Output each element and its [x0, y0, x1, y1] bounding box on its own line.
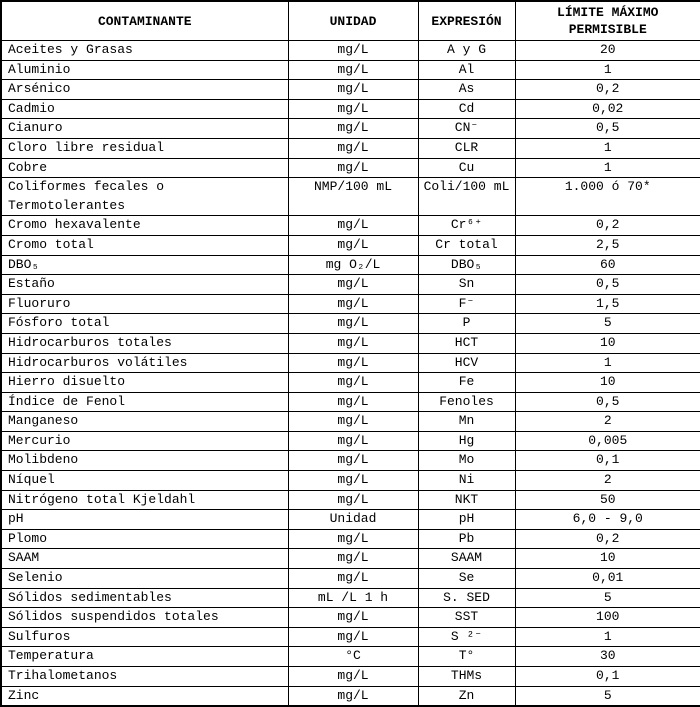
table-cell: 1,5 — [515, 294, 700, 314]
table-cell: DBO₅ — [1, 255, 288, 275]
table-cell: 0,02 — [515, 99, 700, 119]
table-cell: 10 — [515, 373, 700, 393]
table-cell: SAAM — [1, 549, 288, 569]
table-cell: 5 — [515, 686, 700, 706]
table-cell: 0,5 — [515, 119, 700, 139]
table-cell: Cr⁶⁺ — [418, 216, 515, 236]
table-cell: 2,5 — [515, 235, 700, 255]
table-row — [1, 627, 700, 647]
table-cell: SAAM — [418, 549, 515, 569]
table-row — [1, 451, 700, 471]
table-row — [1, 41, 700, 61]
table-cell: Níquel — [1, 471, 288, 491]
table-cell: Cu — [418, 158, 515, 178]
table-cell: Cromo total — [1, 235, 288, 255]
table-cell: NKT — [418, 490, 515, 510]
table-cell: 20 — [515, 41, 700, 61]
table-row — [1, 569, 700, 589]
table-cell: Ni — [418, 471, 515, 491]
table-cell: Manganeso — [1, 412, 288, 432]
table-row — [1, 99, 700, 119]
table-cell: Fluoruro — [1, 294, 288, 314]
table-cell: HCV — [418, 353, 515, 373]
table-row — [1, 235, 700, 255]
table-row — [1, 490, 700, 510]
header-contaminante: CONTAMINANTE — [1, 1, 288, 41]
table-cell: mg/L — [288, 412, 418, 432]
table-cell: 0,5 — [515, 275, 700, 295]
table-cell: Trihalometanos — [1, 667, 288, 687]
table-cell: pH — [1, 510, 288, 530]
table-cell: mg/L — [288, 373, 418, 393]
table-row — [1, 275, 700, 295]
table-cell: 0,1 — [515, 667, 700, 687]
table-cell: Unidad — [288, 510, 418, 530]
table-cell: 0,2 — [515, 216, 700, 236]
table-row — [1, 647, 700, 667]
table-cell: S. SED — [418, 588, 515, 608]
table-cell: 1 — [515, 627, 700, 647]
table-cell: Cadmio — [1, 99, 288, 119]
table-row — [1, 314, 700, 334]
table-cell: mg/L — [288, 99, 418, 119]
table-row — [1, 158, 700, 178]
table-cell: mg/L — [288, 333, 418, 353]
table-cell: 10 — [515, 549, 700, 569]
table-cell: Fósforo total — [1, 314, 288, 334]
table-cell: THMs — [418, 667, 515, 687]
table-cell: mg/L — [288, 60, 418, 80]
table-cell: 5 — [515, 314, 700, 334]
table-cell: Mn — [418, 412, 515, 432]
table-row — [1, 60, 700, 80]
table-cell: Cr total — [418, 235, 515, 255]
table-row — [1, 138, 700, 158]
table-cell: 50 — [515, 490, 700, 510]
table-cell: 10 — [515, 333, 700, 353]
table-cell: Hierro disuelto — [1, 373, 288, 393]
table-row — [1, 333, 700, 353]
table-cell: mg/L — [288, 216, 418, 236]
table-cell: 100 — [515, 608, 700, 628]
table-cell: mg/L — [288, 314, 418, 334]
table-cell: Hidrocarburos volátiles — [1, 353, 288, 373]
table-row — [1, 529, 700, 549]
table-cell: CN⁻ — [418, 119, 515, 139]
table-row — [1, 549, 700, 569]
table-cell: 0,2 — [515, 529, 700, 549]
table-cell: F⁻ — [418, 294, 515, 314]
table-row — [1, 178, 700, 216]
table-cell: Molibdeno — [1, 451, 288, 471]
table-cell: Selenio — [1, 569, 288, 589]
table-cell: 60 — [515, 255, 700, 275]
table-cell: mg/L — [288, 529, 418, 549]
table-row — [1, 686, 700, 706]
table-cell: 0,1 — [515, 451, 700, 471]
table-cell: mg/L — [288, 119, 418, 139]
table-row — [1, 119, 700, 139]
table-cell: SST — [418, 608, 515, 628]
table-row — [1, 373, 700, 393]
table-cell: Arsénico — [1, 80, 288, 100]
table-cell: Plomo — [1, 529, 288, 549]
table-row — [1, 255, 700, 275]
table-cell: mg O₂/L — [288, 255, 418, 275]
table-cell: mg/L — [288, 41, 418, 61]
table-cell: S ²⁻ — [418, 627, 515, 647]
table-row — [1, 471, 700, 491]
table-cell: mg/L — [288, 353, 418, 373]
table-cell: Hg — [418, 431, 515, 451]
table-row — [1, 80, 700, 100]
table-cell: HCT — [418, 333, 515, 353]
table-cell: Cd — [418, 99, 515, 119]
table-cell: mg/L — [288, 431, 418, 451]
table-cell: As — [418, 80, 515, 100]
table-cell: Mercurio — [1, 431, 288, 451]
table-cell: mg/L — [288, 158, 418, 178]
table-cell: P — [418, 314, 515, 334]
table-cell: Cianuro — [1, 119, 288, 139]
table-cell: Sólidos suspendidos totales — [1, 608, 288, 628]
table-row — [1, 216, 700, 236]
table-cell: 1 — [515, 353, 700, 373]
table-cell: mg/L — [288, 667, 418, 687]
header-limite-maximo: LÍMITE MÁXIMO PERMISIBLE — [515, 1, 700, 41]
table-row — [1, 608, 700, 628]
table-cell: DBO₅ — [418, 255, 515, 275]
table-cell: mg/L — [288, 294, 418, 314]
table-cell: CLR — [418, 138, 515, 158]
table-cell: °C — [288, 647, 418, 667]
table-cell: 1 — [515, 158, 700, 178]
table-cell: mg/L — [288, 608, 418, 628]
table-cell: 0,2 — [515, 80, 700, 100]
table-cell: mg/L — [288, 569, 418, 589]
table-cell: 1 — [515, 60, 700, 80]
table-row — [1, 294, 700, 314]
table-row — [1, 392, 700, 412]
table-cell: Coli/100 mL — [418, 178, 515, 216]
table-cell: 1 — [515, 138, 700, 158]
table-cell: Zinc — [1, 686, 288, 706]
table-cell: Coliformes fecales o Termotolerantes — [1, 178, 288, 216]
table-cell: A y G — [418, 41, 515, 61]
table-cell: NMP/100 mL — [288, 178, 418, 216]
table-cell: 0,01 — [515, 569, 700, 589]
table-row — [1, 667, 700, 687]
table-cell: mg/L — [288, 490, 418, 510]
table-cell: Temperatura — [1, 647, 288, 667]
table-cell: Al — [418, 60, 515, 80]
table-cell: Índice de Fenol — [1, 392, 288, 412]
table-cell: 0,5 — [515, 392, 700, 412]
table-cell: Cloro libre residual — [1, 138, 288, 158]
table-cell: Cobre — [1, 158, 288, 178]
table-cell: 1.000 ó 70* — [515, 178, 700, 216]
table-cell: mg/L — [288, 549, 418, 569]
table-cell: Sulfuros — [1, 627, 288, 647]
table-cell: Se — [418, 569, 515, 589]
table-cell: Pb — [418, 529, 515, 549]
table-cell: 2 — [515, 471, 700, 491]
table-cell: Fe — [418, 373, 515, 393]
table-cell: mg/L — [288, 80, 418, 100]
table-row — [1, 588, 700, 608]
table-cell: Fenoles — [418, 392, 515, 412]
table-cell: 30 — [515, 647, 700, 667]
table-cell: T° — [418, 647, 515, 667]
table-row — [1, 431, 700, 451]
table-row — [1, 353, 700, 373]
table-cell: 6,0 - 9,0 — [515, 510, 700, 530]
table-cell: mg/L — [288, 235, 418, 255]
table-cell: Mo — [418, 451, 515, 471]
table-cell: Aluminio — [1, 60, 288, 80]
table-cell: mg/L — [288, 686, 418, 706]
table-cell: mg/L — [288, 627, 418, 647]
table-cell: 0,005 — [515, 431, 700, 451]
table-cell: pH — [418, 510, 515, 530]
table-cell: mg/L — [288, 471, 418, 491]
header-expresion: EXPRESIÓN — [418, 1, 515, 41]
table-cell: mg/L — [288, 392, 418, 412]
header-unidad: UNIDAD — [288, 1, 418, 41]
table-header-row — [1, 1, 700, 41]
table-cell: mg/L — [288, 275, 418, 295]
table-cell: Cromo hexavalente — [1, 216, 288, 236]
table-cell: Hidrocarburos totales — [1, 333, 288, 353]
table-cell: mg/L — [288, 451, 418, 471]
table-cell: Sn — [418, 275, 515, 295]
table-cell: 5 — [515, 588, 700, 608]
table-cell: Zn — [418, 686, 515, 706]
table-cell: Estaño — [1, 275, 288, 295]
table-cell: mg/L — [288, 138, 418, 158]
table-cell: Aceites y Grasas — [1, 41, 288, 61]
table-row — [1, 510, 700, 530]
table-cell: Sólidos sedimentables — [1, 588, 288, 608]
table-row — [1, 412, 700, 432]
table-cell: Nitrógeno total Kjeldahl — [1, 490, 288, 510]
table-cell: 2 — [515, 412, 700, 432]
table-body — [1, 41, 700, 707]
table-cell: mL /L 1 h — [288, 588, 418, 608]
